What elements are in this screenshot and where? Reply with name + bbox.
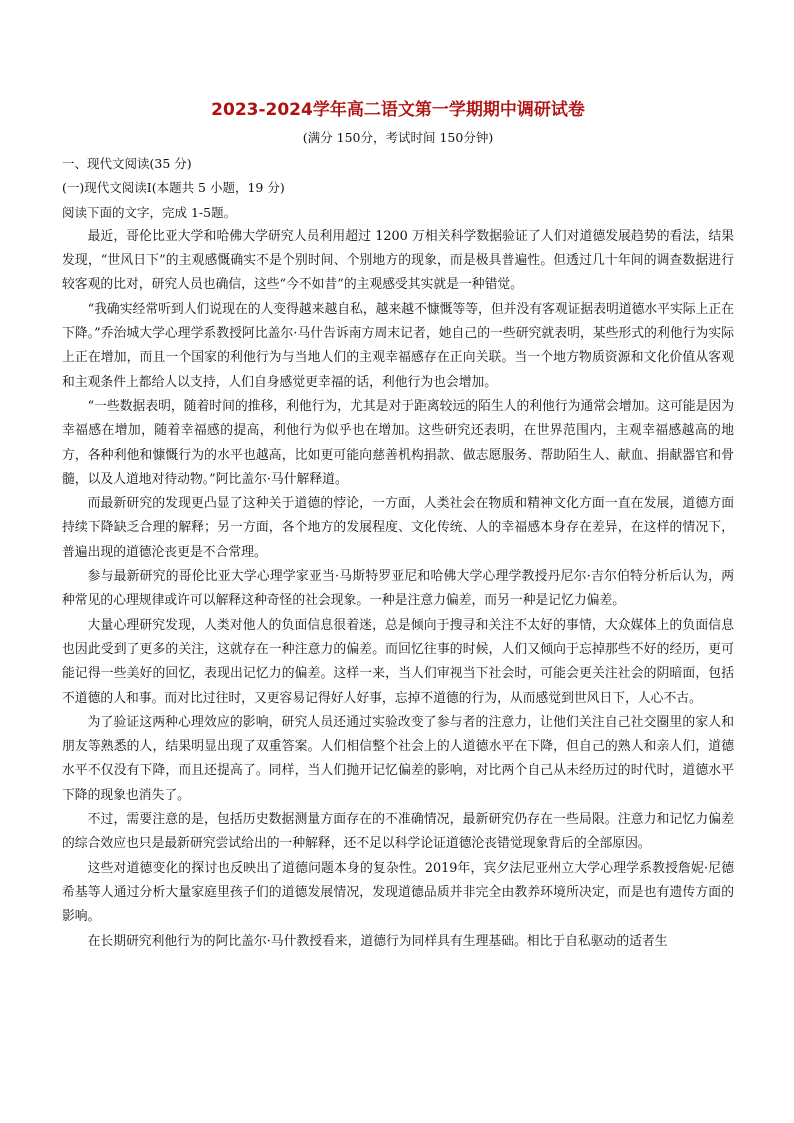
paragraph: 大量心理研究发现，人类对他人的负面信息很着迷，总是倾向于搜寻和关注不太好的事情，大众媒体上的负面信息也因此受到了更多的关注，这就存在一种注意力的偏差。而回忆往事的时候，人们又倾向于忘掉那些不好的经历，更可能记得一些美好的回忆，表现出记忆力的偏差。这样一来，当人们审视当下社会时，可能会更关注社会的阴暗面，包括不道德的人和事。而对比过往时，又更容易记得好人好事，忘掉不道德的行为，从而感觉到世风日下，人心不古。: [62, 617, 734, 706]
paragraph: 在长期研究利他行为的阿比盖尔·马什教授看来，道德行为同样具有生理基础。相比于自私驱动的适者生: [87, 933, 668, 949]
exam-page: [62, 98, 734, 954]
paragraph: 最近，哥伦比亚大学和哈佛大学研究人员利用超过 1200 万相关科学数据验证了人们对道德发展趋势的看法，结果发现，“世风日下”的主观感慨确实不是个别时间、个别地方的现象，而是极具普遍性。但透过几十年间的调查数据进行较客观的比对，研究人员也确信，这些“今不如昔”的主观感受其实就是一种错觉。: [62, 228, 734, 293]
paragraph: 为了验证这两种心理效应的影响，研究人员还通过实验改变了参与者的注意力，让他们关注自己社交圈里的家人和朋友等熟悉的人，结果明显出现了双重答案。人们相信整个社会上的人道德水平在下降，但自己的熟人和亲人们，道德水平不仅没有下降，而且还提高了。同样，当人们抛开记忆偏差的影响，对比两个自己从未经历过的时代时，道德水平下降的现象也消失了。: [62, 714, 734, 803]
reading-instruction: 阅读下面的文字，完成 1-5题。: [62, 204, 237, 220]
paragraph: 参与最新研究的哥伦比亚大学心理学家亚当·马斯特罗亚尼和哈佛大学心理学教授丹尼尔·吉尔伯特分析后认为，两种常见的心理规律或许可以解释这种奇怪的社会现象。一种是注意力偏差，而另一种是记忆力偏差。: [62, 569, 734, 609]
paragraph: “一些数据表明，随着时间的推移，利他行为，尤其是对于距离较远的陌生人的利他行为通常会增加。这可能是因为幸福感在增加，随着幸福感的提高，利他行为似乎也在增加。这些研究还表明，在世界范围内，主观幸福感越高的地方，各种利他和慷慨行为的水平也越高，比如更可能向慈善机构捐款、做志愿服务、帮助陌生人、献血、捐献器官和骨髓，以及人道地对待动物。”阿比盖尔·马什解释道。: [62, 398, 734, 487]
exam-title: 2023-2024学年高二语文第一学期期中调研试卷: [211, 100, 585, 120]
exam-subtitle: (满分 150分，考试时间 150分钟): [302, 130, 494, 145]
paragraph: 而最新研究的发现更凸显了这种关于道德的悖论，一方面，人类社会在物质和精神文化方面一直在发展，道德方面持续下降缺乏合理的解释；另一方面，各个地方的发展程度、文化传统、人的幸福感本身存在差异，在这样的情况下，普遍出现的道德沦丧更是不合常理。: [62, 496, 734, 560]
section-heading: 一、现代文阅读(35 分): [62, 156, 192, 171]
paragraph: 这些对道德变化的探讨也反映出了道德问题本身的复杂性。2019年，宾夕法尼亚州立大学心理学系教授詹妮·尼德希基等人通过分析大量家庭里孩子们的道德发展情况，发现道德品质并非完全由教养环境所决定，而是也有遗传方面的影响。: [62, 860, 734, 925]
paragraph: 不过，需要注意的是，包括历史数据测量方面存在的不准确情况，最新研究仍存在一些局限。注意力和记忆力偏差的综合效应也只是最新研究尝试给出的一种解释，还不足以科学论证道德沦丧错觉现象背后的全部原因。: [62, 812, 734, 852]
subsection-heading: (一)现代文阅读Ⅰ(本题共 5 小题，19 分): [62, 180, 285, 196]
paragraph: “我确实经常听到人们说现在的人变得越来越自私，越来越不慷慨等等，但并没有客观证据表明道德水平实际上正在下降。”乔治城大学心理学系教授阿比盖尔·马什告诉南方周末记者，她自己的一些研究就表明，某些形式的利他行为实际上正在增加，而且一个国家的利他行为与当地人们的主观幸福感存在正向关联。当一个地方物质资源和文化价值从客观和主观条件上都给人以支持，人们自身感觉更幸福的话，利他行为也会增加。: [62, 301, 734, 390]
